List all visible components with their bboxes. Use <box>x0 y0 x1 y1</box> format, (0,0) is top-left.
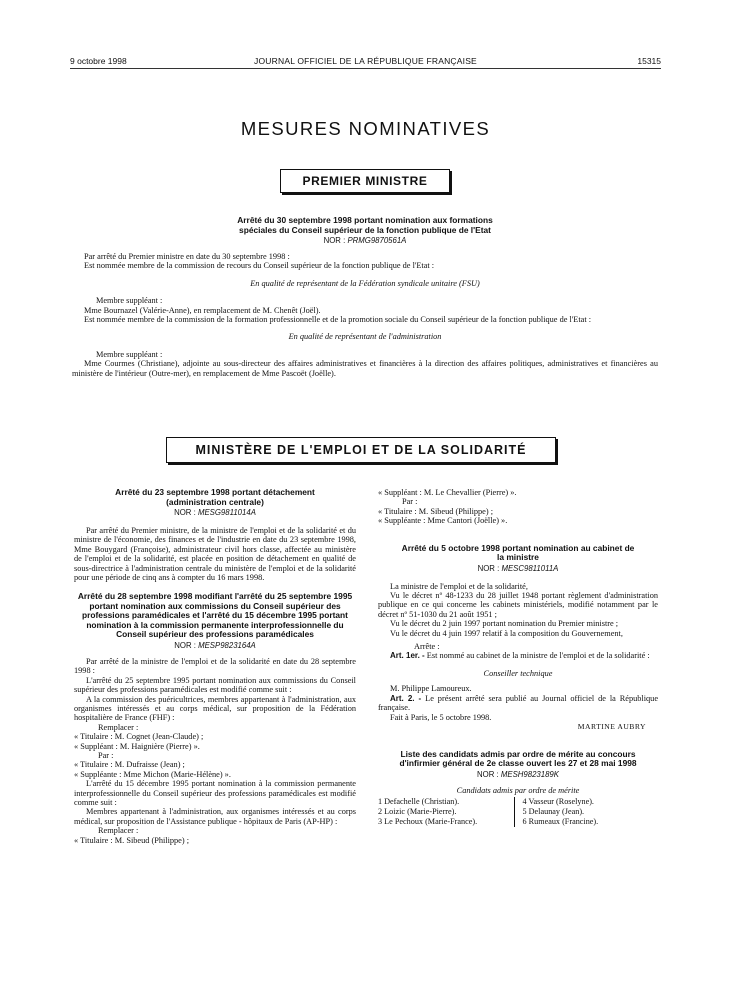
left-column <box>74 488 356 845</box>
liste-subtitle: Candidats admis par ordre de mérite <box>456 785 580 795</box>
arrete-28-cont-1: « Suppléant : M. Le Chevallier (Pierre) ». <box>378 488 517 497</box>
arrete-28-para-3: A la commission des puéricultrices, membres appartenant à l'administration, aux organismes intéressés et au corps médical, sur proposition de la Fédération hospitalière de France (FHF) : <box>74 694 356 723</box>
pm-arrete <box>72 216 658 378</box>
list-item: 5 Delaunay (Jean). <box>522 807 585 817</box>
page-number: 15315 <box>637 56 661 66</box>
nor-label: NOR : <box>174 508 196 517</box>
arrete-5oct-art-1 <box>378 651 658 660</box>
arrete-28-line-5: « Titulaire : M. Dufraisse (Jean) ; <box>74 760 185 770</box>
section-title: MESURES NOMINATIVES <box>240 118 491 139</box>
nor-label: NOR : <box>174 640 196 650</box>
arrete-5oct-nor <box>378 563 658 574</box>
liste-nor <box>378 769 658 780</box>
candidate-column-right <box>514 797 659 826</box>
header-rule <box>70 68 661 69</box>
arrete-28-line-7: Remplacer : <box>98 826 139 836</box>
nor-code: MESC9811011A <box>501 563 559 573</box>
arrete-28-para-1: Par arrêté de la ministre de l'emploi et de la solidarité en date du 28 septembre 1998 : <box>74 656 356 676</box>
article-number: Art. 1er. - <box>390 651 425 661</box>
list-item: 3 Le Pechoux (Marie-France). <box>378 816 478 826</box>
list-item: 1 Defachelle (Christian). <box>378 797 460 807</box>
pm-arrete-title: Arrêté du 30 septembre 1998 portant nomination aux formations spéciales du Conseil supérieur de la fonction publique de l'Etat <box>237 215 493 235</box>
arrete-5oct-fait: Fait à Paris, le 5 octobre 1998. <box>390 712 492 722</box>
pm-nor <box>72 235 658 246</box>
arrete-28-line-8: « Titulaire : M. Sibeud (Philippe) ; <box>74 835 190 845</box>
arrete-5oct-para-3: Vu le décret du 2 juin 1997 portant nomination du Premier ministre ; <box>390 619 619 629</box>
pm-qualite-1: En qualité de représentant de la Fédération syndicale unitaire (FSU) <box>250 278 480 288</box>
arrete-23-nor <box>74 507 356 518</box>
nor-label: NOR : <box>477 769 499 779</box>
arrete-28-nor <box>74 640 356 651</box>
pm-para-2: Est nommée membre de la commission de recours du Conseil supérieur de la fonction publique de l'Etat : <box>84 261 435 271</box>
article-text: Est nommé au cabinet de la ministre de l'emploi et de la solidarité : <box>426 651 650 661</box>
liste-title: Liste des candidats admis par ordre de mérite au concours d'infirmier général de 2e classe ouvert les 27 et 28 mai 1998 <box>399 748 637 769</box>
pm-para-1: Par arrêté du Premier ministre en date du 30 septembre 1998 : <box>84 252 290 261</box>
arrete-5oct-para-1: La ministre de l'emploi et de la solidarité, <box>390 581 528 591</box>
arrete-5oct-title: Arrêté du 5 octobre 1998 portant nomination au cabinet de la ministre <box>401 542 635 563</box>
nor-code: MESH9823189K <box>500 769 559 779</box>
arrete-28-para-2: L'arrêté du 25 septembre 1995 portant nomination aux commissions du Conseil supérieur des professions paramédicales est modifié comme suit : <box>74 675 356 695</box>
arrete-23-title: Arrêté du 23 septembre 1998 portant détachement (administration centrale) <box>115 487 315 507</box>
article-number: Art. 2. - <box>390 693 422 703</box>
signature: MARTINE AUBRY <box>577 721 646 731</box>
candidate-list <box>378 797 658 826</box>
arrete-5oct-para-2: Vu le décret nº 48-1233 du 28 juillet 1948 portant règlement d'administration publique en ce qui concerne les cabinets ministériels, modifié notamment par le décret nº 51-1030 du 21 août 1951 ; <box>378 591 658 619</box>
nor-label: NOR : <box>477 563 500 573</box>
list-item: 4 Vasseur (Roselyne). <box>522 797 594 807</box>
pm-membre-1: Membre suppléant : <box>96 296 163 306</box>
arrete-28-line-4: Par : <box>98 751 114 760</box>
nor-code: PRMG9870561A <box>347 236 407 245</box>
arrete-5oct-para-4: Vu le décret du 4 juin 1997 relatif à la composition du Gouvernement, <box>390 628 623 638</box>
arrete-5oct-name: M. Philippe Lamoureux. <box>390 684 472 694</box>
arrete-5oct-arrete: Arrête : <box>414 642 440 652</box>
pm-membre-2: Membre suppléant : <box>96 349 163 359</box>
nor-code: MESG9811014A <box>197 508 256 517</box>
issue-date: 9 octobre 1998 <box>70 56 127 66</box>
list-item: 6 Rumeaux (Francine). <box>522 816 599 826</box>
arrete-28-cont-2: Par : <box>402 497 418 507</box>
candidate-column-left <box>378 797 514 826</box>
arrete-28-line-3: « Suppléant : M. Haignière (Pierre) ». <box>74 741 200 751</box>
pm-qualite-2: En qualité de représentant de l'administration <box>288 332 442 342</box>
ministry-heading-pm: PREMIER MINISTRE <box>280 169 450 193</box>
arrete-5oct-role: Conseiller technique <box>483 668 553 678</box>
nor-label: NOR : <box>323 236 346 245</box>
list-item: 2 Loizic (Marie-Pierre). <box>378 807 457 817</box>
right-column <box>378 488 658 827</box>
arrete-28-title: Arrêté du 28 septembre 1998 modifiant l'arrêté du 25 septembre 1995 portant nomination aux commissions du Conseil supérieur des professions paramédicales et l'arrêté du 15 décembre 1995 portant nomination à la commission permanente interprofessionnelle du Conseil supérieur des professions paramédicales <box>77 591 353 640</box>
pm-para-3: Mme Bournazel (Valérie-Anne), en remplacement de M. Chenêt (Joël). <box>84 305 321 315</box>
nor-code: MESP9823164A <box>198 640 256 650</box>
article-text: Le présent arrêté sera publié au Journal officiel de la République française. <box>378 693 659 713</box>
arrete-5oct-art-2 <box>378 694 658 713</box>
journal-name: JOURNAL OFFICIEL DE LA RÉPUBLIQUE FRANÇAISE <box>254 56 477 66</box>
arrete-28-cont-4: « Suppléante : Mme Cantori (Joëlle) ». <box>378 516 508 526</box>
pm-para-4: Est nommée membre de la commission de la formation professionnelle et de la promotion sociale du Conseil supérieur de la fonction publique de l'Etat : <box>84 315 592 325</box>
ministry-heading-emploi: MINISTÈRE DE L'EMPLOI ET DE LA SOLIDARITÉ <box>166 437 556 463</box>
arrete-28-line-2: « Titulaire : M. Cognet (Jean-Claude) ; <box>74 732 204 742</box>
pm-para-5: Mme Courmes (Christiane), adjointe au sous-directeur des affaires administratives et financières à la direction des affaires politiques, administratives et financières au ministère de l'intérieur (Outre-mer), en remplacement de Mme Pascoët (Joëlle). <box>72 359 658 378</box>
arrete-28-cont-3: « Titulaire : M. Sibeud (Philippe) ; <box>378 506 494 516</box>
arrete-28-para-5: Membres appartenant à l'administration, aux organismes intéressés et au corps médical, sur proposition de l'Assistance publique - hôpitaux de Paris (AP-HP) : <box>74 807 356 826</box>
arrete-28-para-4: L'arrêté du 15 décembre 1995 portant nomination à la commission permanente interprofessionnelle du Conseil supérieur des professions paramédicales est modifié comme suit : <box>74 779 356 808</box>
arrete-23-para: Par arrêté du Premier ministre, de la ministre de l'emploi et de la solidarité et du ministre de l'économie, des finances et de l'industrie en date du 23 septembre 1998, Mme Bouygard (Françoise), administrateur civil hors classe, affectée au ministère de l'emploi et de la solidarité, est placée en position de détachement en qualité de sous-directrice à l'administration centrale du ministère de l'emploi et de la solidarité pour une période de cinq ans à compter du 16 mars 1998. <box>74 526 356 583</box>
arrete-28-line-1: Remplacer : <box>98 722 139 732</box>
arrete-28-line-6: « Suppléante : Mme Michon (Marie-Hélène) ». <box>74 769 231 779</box>
